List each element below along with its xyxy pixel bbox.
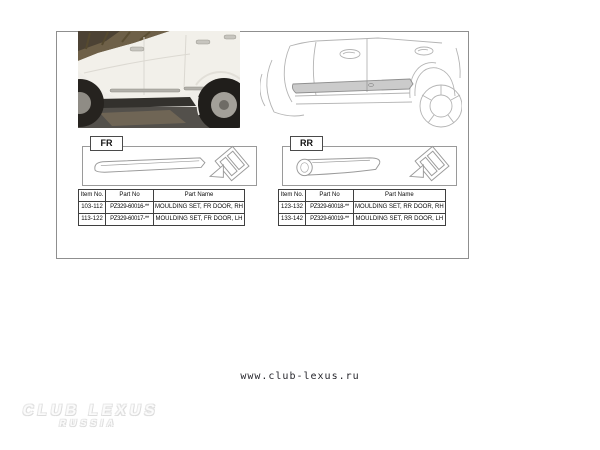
part-no-cell: PZ329-60016-** [106,202,154,214]
moulding-clip-fastener-icon [207,148,253,184]
item-no-cell: 123-132 [279,202,306,214]
rr-moulding-drawing [293,154,393,179]
table-header-row [279,190,446,202]
col-header-item-no: Item No. [79,190,106,202]
car-side-line-drawing [260,34,462,132]
col-header-part-name: Part Name [354,190,446,202]
part-no-cell: PZ329-60017-** [106,214,154,226]
item-no-cell: 133-142 [279,214,306,226]
part-name-cell: MOULDING SET, RR DOOR, LH [354,214,446,226]
table-row [279,202,446,214]
moulding-clip-fastener-icon [407,148,453,184]
col-header-part-no: Part No [306,190,354,202]
rr-diagram-panel [282,146,457,186]
club-lexus-logo [20,402,160,428]
table-row [79,214,245,226]
fr-section-label: FR [90,136,123,151]
rr-section-label: RR [290,136,323,151]
col-header-part-no: Part No [106,190,154,202]
part-no-cell: PZ329-60018-** [306,202,354,214]
table-row [79,202,245,214]
item-no-cell: 113-122 [79,214,106,226]
site-url-watermark: www.club-lexus.ru [240,371,360,382]
car-side-photo [78,31,240,128]
item-no-cell: 103-112 [79,202,106,214]
part-name-cell: MOULDING SET, FR DOOR, LH [154,214,245,226]
moulding-highlight [292,79,413,93]
logo-text-club-lexus: CLUB LEXUS [21,402,161,419]
part-no-cell: PZ329-60019-** [306,214,354,226]
col-header-part-name: Part Name [154,190,245,202]
table-row [279,214,446,226]
logo-text-russia: RUSSIA [58,418,119,428]
col-header-item-no: Item No. [279,190,306,202]
fr-diagram-panel [82,146,257,186]
part-name-cell: MOULDING SET, FR DOOR, RH [154,202,245,214]
fr-moulding-drawing [90,156,211,177]
part-name-cell: MOULDING SET, RR DOOR, RH [354,202,446,214]
fr-parts-table [78,189,245,226]
rr-parts-table [278,189,446,226]
table-header-row [79,190,245,202]
